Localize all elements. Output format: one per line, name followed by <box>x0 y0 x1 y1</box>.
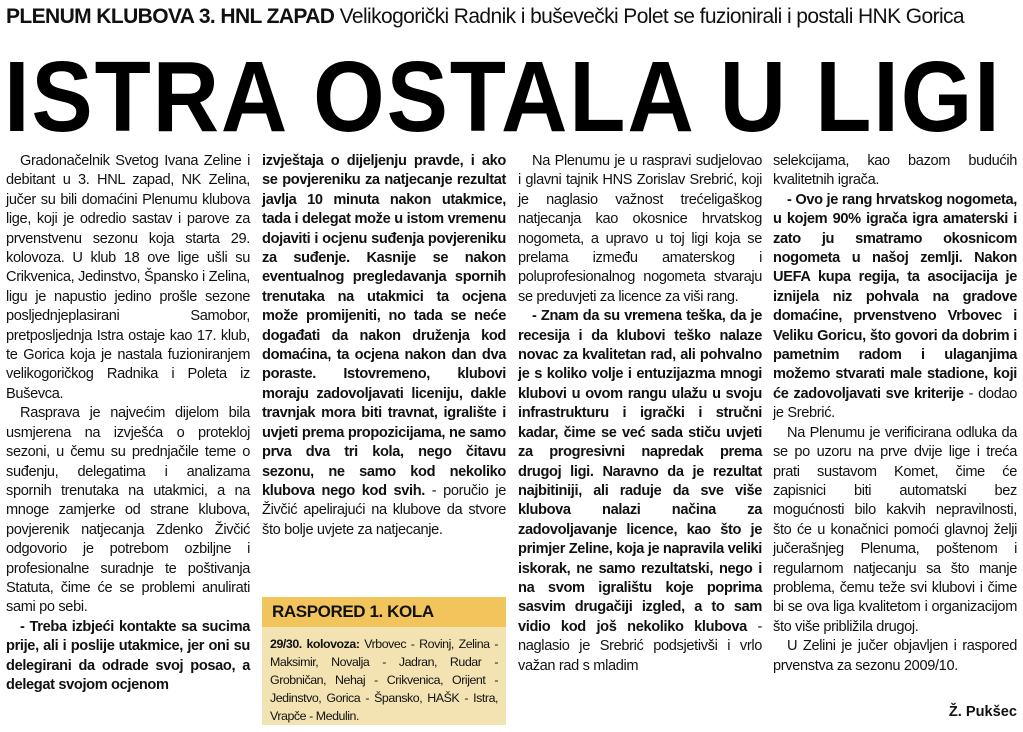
schedule-matches: Vrbovec - Rovinj, Zelina - Maksimir, Novalja - Jadran, Rudar - Grobničan, Nehaj - Crikvenica, Orijent - Jedinstvo, Gorica - Špansko, HAŠK - Istra, Vrapče - Medulin. <box>270 637 498 723</box>
article-column-4 <box>773 152 1017 676</box>
article-column-1 <box>6 152 250 695</box>
paragraph: Na Plenumu je u raspravi sudjelovao i glavni tajnik HNS Zorislav Srebrić, koji je naglasio važnost trećeligaškog natjecanja kao okosnice hrvatskog nogometa, a upravo u toj ligi koja se prelama između amaterskog i poluprofesionalnog nogometa stvaraju se preduvjeti za licence za viši rang. <box>518 153 762 305</box>
quote-paragraph: - Treba izbjeći kontakte sa sucima prije, ali i poslije utakmice, jer oni su delegirani da odrade svoj posao, a delegat svojom ocjenom <box>6 618 250 693</box>
quote-attribution: - naglasio je Srebrić podsjetivši i vrlo važan rad s mladim <box>518 618 762 674</box>
kicker-subtitle: Velikogorički Radnik i buševečki Polet se fuzionirali i postali HNK Gorica <box>339 5 965 28</box>
kicker-label: PLENUM KLUBOVA 3. HNL ZAPAD <box>6 5 335 28</box>
quote-attribution: - dodao je Srebrić. <box>773 385 1017 422</box>
quote-text: - Znam da su vremena teška, da je recesija i da klubovi teško nalaze novac za kvalitetan rad, ali pohvalno je s koliko volje i entuzijazma mnogi klubovi u ovom rangu ulažu u svoju infrastrukturu i igrački i stručni kadar, čime se već sada stiču uvjeti za progresivni napredak prema drugoj ligi. Naravno da je rezultat najbitiniji, ali raduje da sve više klubova nalazi načina za zadovoljavanje licence, kao što je primjer Zeline, koja je napravila veliki iskorak, ne samo rezultatski, nego i na svom igralištu koje poprima sasvim drugačiji izgled, a to sam vidio kod još nekoliko klubova <box>518 308 762 635</box>
article-column-2 <box>262 152 506 540</box>
schedule-body <box>262 627 506 725</box>
quote-attribution: - poručio je Živčić apelirajući na klubove da stvore što bolje uvjete za natjecanje. <box>262 482 506 538</box>
paragraph: U Zelini je jučer objavljen i raspored prvenstva za sezonu 2009/10. <box>773 638 1017 674</box>
paragraph: selekcijama, kao bazom budućih kvalitetnih igrača. <box>773 153 1017 189</box>
quote-text: - Ovo je rang hrvatskog nogometa, u kojem 90% igrača igra amaterski i zato ju smatramo okosnicom nogometa u našoj zemlji. Nakon UEFA kupa regija, ta asocijacija je iznijela niz pohvala na gradove domaćine, prvenstveno Vrbovec i Veliku Goricu, što govori da dobrim i pametnim radom i ulaganjima možemo stvarati male stadione, koji će zadovoljavati sve kriterije <box>773 191 1017 402</box>
schedule-box <box>262 597 506 725</box>
article-column-3 <box>518 152 762 676</box>
quote-text: izvještaja o dijeljenju pravde, i ako se povjereniku za natjecanje rezultat javlja 10 minuta nakon utakmice, tada i delegat može u istom vremenu dojaviti i ocjenu suđenja povjereniku za suđenje. Kasnije se nakon eventualnog pregledavanja spornih trenutaka na utakmici ta ocjena može promijeniti, no tada se neće događati da nakon druženja kod domaćina, ta ocjena nakon dan dva poraste. Istovremeno, klubovi moraju zadovoljavati liceniju, dakle travnjak mora biti travnat, igralište i uvjeti prema propozicijama, ne samo prva dva tri kola, nego čitavu sezonu, ne samo kod nekoliko klubova nego kod svih. <box>262 153 506 499</box>
paragraph: Na Plenumu je verificirana odluka da se po uzoru na prve dvije lige i treća prati sustavom Komet, čime će zapisnici biti automatski bez mogućnosti bilo kakvih nepravilnosti, što će u konačnici pomoći glavnoj želji jučerašnjeg Plenuma, poštenom i regularnom natjecanju sa što manje problema, čemu teže svi klubovi i čime bi se ova liga kvalitetom i organizacijom što više približila drugoj. <box>773 424 1017 635</box>
schedule-title: RASPORED 1. KOLA <box>262 597 506 627</box>
kicker <box>6 4 1018 30</box>
author-byline: Ž. Pukšec <box>948 704 1017 720</box>
schedule-date: 29/30. kolovoza: <box>270 637 360 651</box>
headline: ISTRA OSTALA U LIGI <box>4 41 1002 153</box>
paragraph: Rasprava je najvećim dijelom bila usmjerena na izvješća o proteklој sezoni, u čemu su prednjačile teme o suđenju, delegatima i analizama spornih trenutaka na utakmici, a na mnoge zamjerke od strane klubova, povjerenik natjecanja Zdenko Živčić odgovorio je potrebom ozbiljne i profesionalne suradnje te poštivanja Statuta, čime će se problemi anulirati sami po sebi. <box>6 405 250 616</box>
paragraph: Gradonačelnik Svetog Ivana Zeline i debitant u 3. HNL zapad, NK Zelina, jučer su bili domaćini Plenumu klubova lige, koji je odredio sastav i parove za prvenstvenu sezonu koja starta 29. kolovoza. U klub 18 ove lige ušli su Crikvenica, Jedinstvo, Špansko i Zelina, ligu je napustio jedino prošle sezone posljednjeplasirani Samobor, pretposljednja Istra ostaje kao 17. klub, te Gorica koja je nastala fuzioniranjem velikogoričkog Radnika i Poleta iz Buševca. <box>6 153 250 402</box>
